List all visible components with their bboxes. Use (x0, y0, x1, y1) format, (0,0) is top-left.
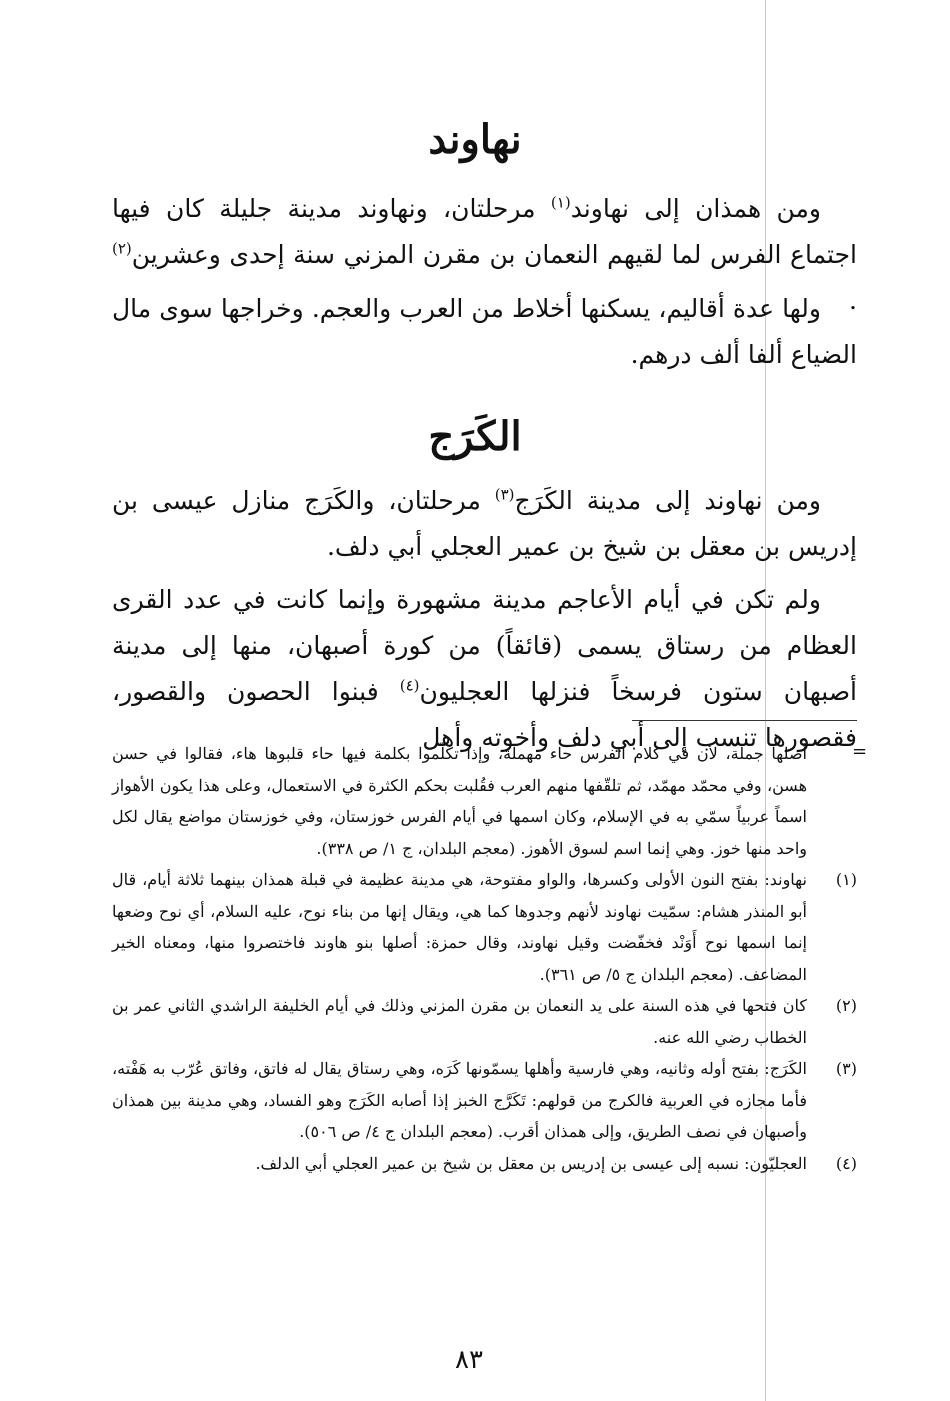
paragraph-3-text-b: مرحلتان، والكَرَج منازل عيسى بن إدريس بن معقل بن شيخ بن عمير العجلي أبي دلف. (112, 486, 857, 561)
page-number: ٨٣ (455, 1345, 483, 1375)
footnote-3 (112, 1053, 857, 1148)
footnote-continued (112, 738, 857, 864)
footnote-number: (٣) (835, 1059, 857, 1078)
footnote-number: (٢) (835, 996, 857, 1015)
footnote-ref-3[interactable]: (٣) (494, 485, 515, 504)
section-heading-nahawand: نهاوند (428, 116, 522, 163)
footnote-text: العجليّون: نسبه إلى عيسى بن إدريس بن معقل بن شيخ بن عمير العجلي أبي الدلف. (255, 1153, 807, 1173)
footnotes-section (112, 738, 857, 1179)
footnote-4 (112, 1148, 857, 1180)
footnote-ref-2[interactable]: (٢) (112, 239, 132, 258)
paragraph-1-text-b: مرحلتان، ونهاوند مدينة جليلة كان فيها اجتماع الفرس لما لقيهم النعمان بن مقرن المزني سنة إحدى وعشرين (112, 194, 857, 269)
paragraph-3 (112, 478, 857, 570)
paragraph-1-text-a: ومن همذان إلى نهاوند (570, 194, 821, 223)
footnote-number: (٤) (835, 1153, 857, 1173)
footnote-text: أصلها جملة، لأن في كلام الفرس حاء مهملة، وإذا تكلّموا بكلمة فيها حاء قلبوها هاء، فقالوا في حسن هسن، وفي محمّد مهمّد، ثم تلقّفها منهم العرب فقُلبت بحكم الكثرة في الاستعمال، وعلى هذا يكون الأهواز اسماً عربياً سمّي به في الإسلام، وكان اسمها في أيام الفرس خوزستان، وفي خوزستان مواضع يقال لكل واحد منها خوز. وهي إنما اسم لسوق الأهوز. (معجم البلدان، ج ١/ ص ٣٣٨). (112, 744, 807, 858)
paragraph-1-text-c: . (849, 286, 857, 315)
footnote-number: (١) (835, 870, 857, 889)
section-heading-karaj: الكَرَج (428, 413, 522, 460)
paragraph-3-text-a: ومن نهاوند إلى مدينة الكَرَج (514, 486, 821, 515)
footnote-ref-1[interactable]: (١) (550, 193, 571, 212)
footnote-ref-4[interactable]: (٤) (399, 676, 420, 695)
footnote-1 (112, 864, 857, 990)
paragraph-4-text-a: ولم تكن في أيام الأعاجم مدينة مشهورة وإنما كانت في عدد القرى العظام من رستاق يسمى (قائقاً) من كورة أصبهان، منها إلى مدينة أصبهان ستون فرسخاً فنزلها العجليون (112, 585, 857, 706)
footnote-text: نهاوند: بفتح النون الأولى وكسرها، والواو مفتوحة، هي مدينة عظيمة في قبلة همذان بينهما ثلاثة أيام، قال أبو المنذر هشام: سمّيت نهاوند لأنهم وجدوها كما هي، ويقال إنها من بناء نوح، عليه السلام، أي نوح وضعها إنما اسمها نوح أَوَنْد فخفّضت وقيل نهاوند، وقال حمزة: أصلها بنو هاوند فاختصروا منها، ومعناه الخير المضاعف. (معجم البلدان ج ٥/ ص ٣٦١). (112, 870, 807, 984)
footnote-text: الكَرَج: بفتح أوله وثانيه، وهي فارسية وأهلها يسمّونها كَرَه، وهي رستاق يقال له فاتق، وفاتق عُرّب به هَفْته، فأما مجازه في العربية فالكرج من قولهم: تَكَرَّج الخبز إذا أصابه الكَرَج وهو الفساد، وهي مدينة بين همذان وأصبهان في نصف الطريق، وإلى همذان أقرب. (معجم البلدان ج ٤/ ص ٥٠٦). (112, 1059, 808, 1141)
footnote-2 (112, 990, 857, 1053)
footnote-text: كان فتحها في هذه السنة على يد النعمان بن مقرن المزني وذلك في أيام الخليفة الراشدي الثاني عمر بن الخطاب رضي الله عنه. (112, 996, 807, 1047)
paragraph-4-text-b: فبنوا الحصون والقصور، فقصورها تنسب إلى أبي دلف وأخوته وأهل (112, 677, 857, 752)
paragraph-4 (112, 577, 857, 761)
paragraph-2: ولها عدة أقاليم، يسكنها أخلاط من العرب والعجم. وخراجها سوى مال الضياع ألفا ألف درهم. (112, 294, 857, 369)
footnote-separator (632, 720, 857, 721)
continuation-mark: = (852, 741, 868, 762)
